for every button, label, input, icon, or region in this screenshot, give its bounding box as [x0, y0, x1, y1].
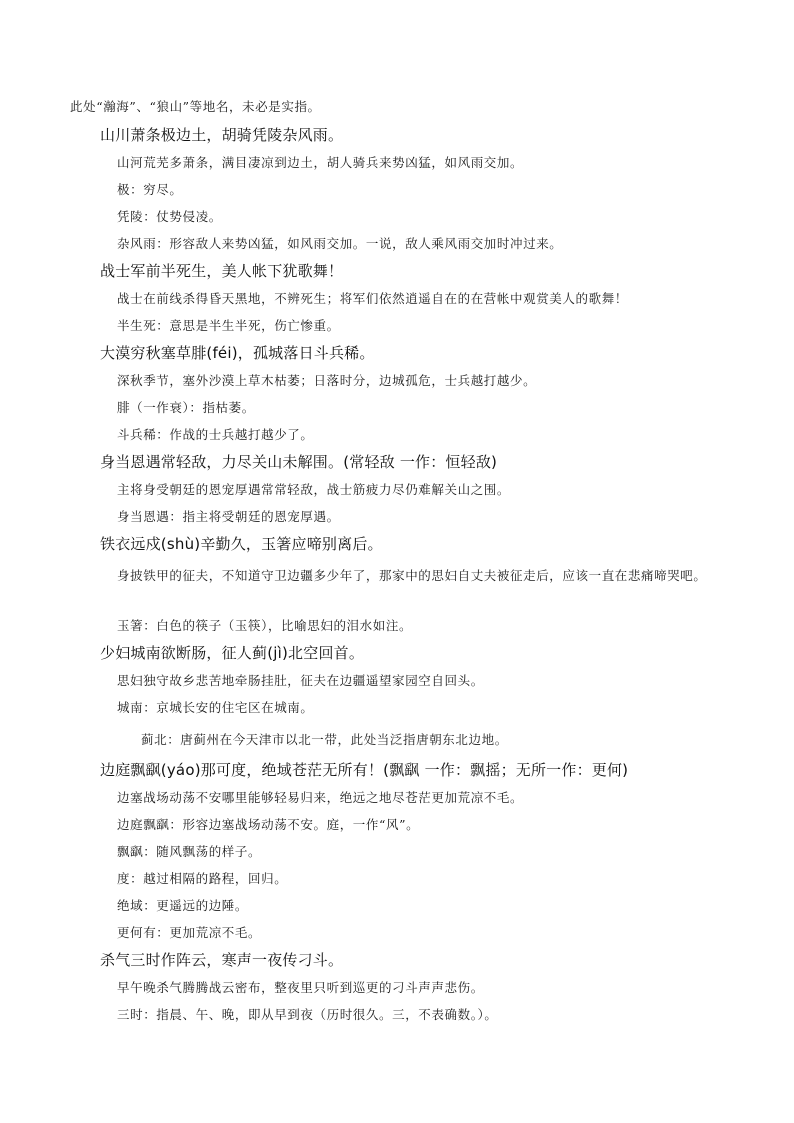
annotation-text: 杂风雨：形容敌人来势凶猛，如风雨交加。一说，敌人乘风雨交加时冲过来。 [117, 236, 563, 251]
annotation-text: 腓（一作衰）：指枯萎。 [117, 400, 255, 415]
annotation-text: 飘飖：随风飘荡的样子。 [117, 844, 262, 859]
poem-line: 铁衣远戍(shù)辛勤久，玉箸应啼别离后。 [100, 535, 383, 553]
poem-line: 战士军前半死生，美人帐下犹歌舞！ [100, 262, 344, 280]
poem-line: 大漠穷秋塞草腓(féi)，孤城落日斗兵稀。 [100, 344, 375, 362]
poem-line: 山川萧条极边土，胡骑凭陵杂风雨。 [100, 126, 344, 144]
annotation-text: 身当恩遇：指主将受朝廷的恩宠厚遇。 [117, 509, 340, 524]
poem-line: 身当恩遇常轻敌，力尽关山未解围。(常轻敌 一作：恒轻敌) [100, 453, 498, 471]
translation-text: 身披铁甲的征夫，不知道守卫边疆多少年了，那家中的思妇自丈夫被征走后，应该一直在悲痛啼哭吧。 [117, 568, 707, 583]
annotation-text: 斗兵稀：作战的士兵越打越少了。 [117, 427, 314, 442]
poem-line: 少妇城南欲断肠，征人蓟(jì)北空回首。 [100, 644, 365, 662]
translation-text: 思妇独守故乡悲苦地牵肠挂肚，征夫在边疆遥望家园空自回头。 [117, 673, 484, 688]
translation-text: 边塞战场动荡不安哪里能够轻易归来，绝远之地尽苍茫更加荒凉不毛。 [117, 790, 524, 805]
translation-text: 主将身受朝廷的恩宠厚遇常常轻敌，战士筋疲力尽仍难解关山之围。 [117, 482, 511, 497]
note-text: 此处“瀚海”、“狼山”等地名，未必是实指。 [70, 99, 321, 114]
annotation-text: 玉箸：白色的筷子（玉筷），比喻思妇的泪水如注。 [117, 618, 413, 633]
translation-text: 战士在前线杀得昏天黑地，不辨死生；将军们依然逍遥自在的在营帐中观赏美人的歌舞！ [117, 291, 628, 306]
translation-text: 深秋季节，塞外沙漠上草木枯萎；日落时分，边城孤危，士兵越打越少。 [117, 373, 537, 388]
poem-line: 杀气三时作阵云，寒声一夜传刁斗。 [100, 951, 344, 969]
annotation-text: 极：穷尽。 [117, 182, 183, 197]
annotation-text: 凭陵：仗势侵凌。 [117, 209, 222, 224]
annotation-text: 三时：指晨、午、晚，即从早到夜（历时很久。三，不表确数。）。 [117, 1007, 498, 1022]
annotation-text: 度：越过相隔的路程，回归。 [117, 871, 288, 886]
translation-text: 山河荒芜多萧条，满目凄凉到边土，胡人骑兵来势凶猛，如风雨交加。 [117, 155, 524, 170]
annotation-text: 蓟北：唐蓟州在今天津市以北一带，此处当泛指唐朝东北边地。 [141, 732, 508, 747]
annotation-text: 更何有：更加荒凉不毛。 [117, 925, 262, 940]
annotation-text: 半生死：意思是半生半死，伤亡惨重。 [117, 318, 340, 333]
translation-text: 早午晚杀气腾腾战云密布，整夜里只听到巡更的刁斗声声悲伤。 [117, 980, 484, 995]
poem-line: 边庭飘飖(yáo)那可度，绝域苍茫无所有！(飘飖 一作：飘摇；无所一作：更何) [100, 761, 629, 779]
annotation-text: 绝域：更遥远的边陲。 [117, 898, 249, 913]
annotation-text: 边庭飘飖：形容边塞战场动荡不安。庭，一作“风”。 [117, 817, 420, 832]
annotation-text: 城南：京城长安的住宅区在城南。 [117, 700, 314, 715]
